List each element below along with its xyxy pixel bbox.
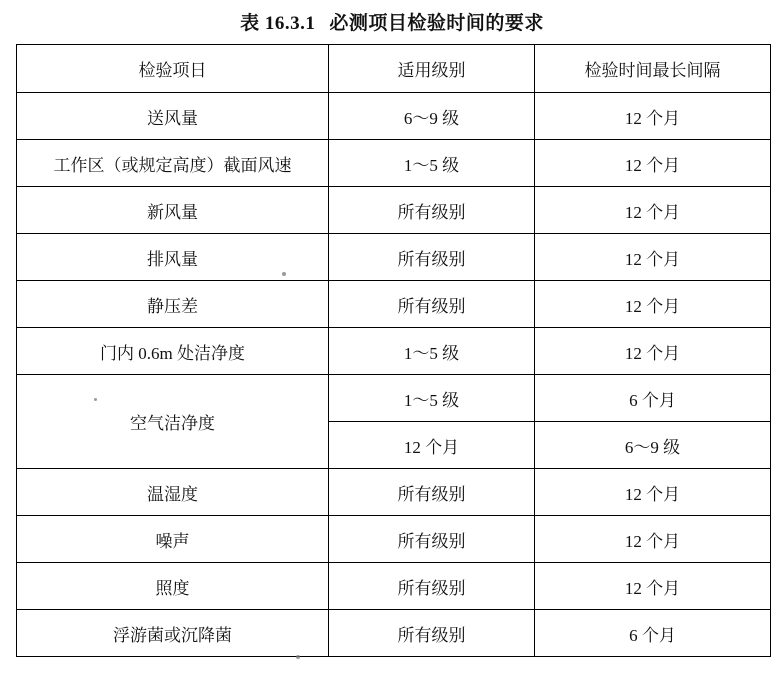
cell-item: 排风量 <box>17 234 329 281</box>
cell-interval: 6 个月 <box>535 610 771 657</box>
cell-interval: 12 个月 <box>535 563 771 610</box>
cell-level: 1～5 级 <box>329 140 535 187</box>
table-row <box>17 140 771 187</box>
cell-interval: 12 个月 <box>535 516 771 563</box>
cell-item: 送风量 <box>17 93 329 140</box>
cell-level: 1～5 级 <box>329 375 535 422</box>
table-row <box>17 375 771 422</box>
cell-level: 所有级别 <box>329 563 535 610</box>
table-container <box>0 44 784 657</box>
table-row <box>17 93 771 140</box>
cell-interval: 12 个月 <box>535 140 771 187</box>
cell-level: 1～5 级 <box>329 328 535 375</box>
table-row <box>17 281 771 328</box>
table-caption <box>0 0 784 44</box>
cell-level: 所有级别 <box>329 234 535 281</box>
cell-interval: 12 个月 <box>535 234 771 281</box>
cell-level: 所有级别 <box>329 281 535 328</box>
column-header-level: 适用级别 <box>329 45 535 93</box>
requirements-table <box>16 44 771 657</box>
cell-item: 浮游菌或沉降菌 <box>17 610 329 657</box>
cell-item: 噪声 <box>17 516 329 563</box>
cell-interval: 12 个月 <box>535 281 771 328</box>
cell-item: 温湿度 <box>17 469 329 516</box>
cell-level: 所有级别 <box>329 610 535 657</box>
cell-item: 工作区（或规定高度）截面风速 <box>17 140 329 187</box>
cell-item: 静压差 <box>17 281 329 328</box>
table-row <box>17 469 771 516</box>
cell-item: 门内 0.6m 处洁净度 <box>17 328 329 375</box>
cell-level: 所有级别 <box>329 187 535 234</box>
cell-level: 所有级别 <box>329 516 535 563</box>
table-row <box>17 563 771 610</box>
cell-interval: 12 个月 <box>535 187 771 234</box>
cell-interval: 12 个月 <box>535 469 771 516</box>
cell-item: 新风量 <box>17 187 329 234</box>
table-row <box>17 234 771 281</box>
column-header-interval: 检验时间最长间隔 <box>535 45 771 93</box>
cell-interval: 12 个月 <box>535 328 771 375</box>
scan-speck <box>296 655 300 659</box>
cell-interval: 12 个月 <box>535 93 771 140</box>
table-row <box>17 328 771 375</box>
cell-item: 照度 <box>17 563 329 610</box>
cell-interval: 6 个月 <box>535 375 771 422</box>
cell-item-merged: 空气洁净度 <box>17 375 329 469</box>
table-caption-number: 表 16.3.1 <box>240 13 316 34</box>
cell-level: 所有级别 <box>329 469 535 516</box>
scan-speck <box>282 272 286 276</box>
cell-level: 12 个月 <box>329 422 535 469</box>
table-caption-title: 必测项目检验时间的要求 <box>329 13 544 34</box>
scan-speck <box>94 398 97 401</box>
table-row <box>17 516 771 563</box>
cell-level: 6～9 级 <box>329 93 535 140</box>
cell-interval: 6～9 级 <box>535 422 771 469</box>
table-row <box>17 610 771 657</box>
column-header-item: 检验项日 <box>17 45 329 93</box>
table-header-row <box>17 45 771 93</box>
table-row <box>17 187 771 234</box>
